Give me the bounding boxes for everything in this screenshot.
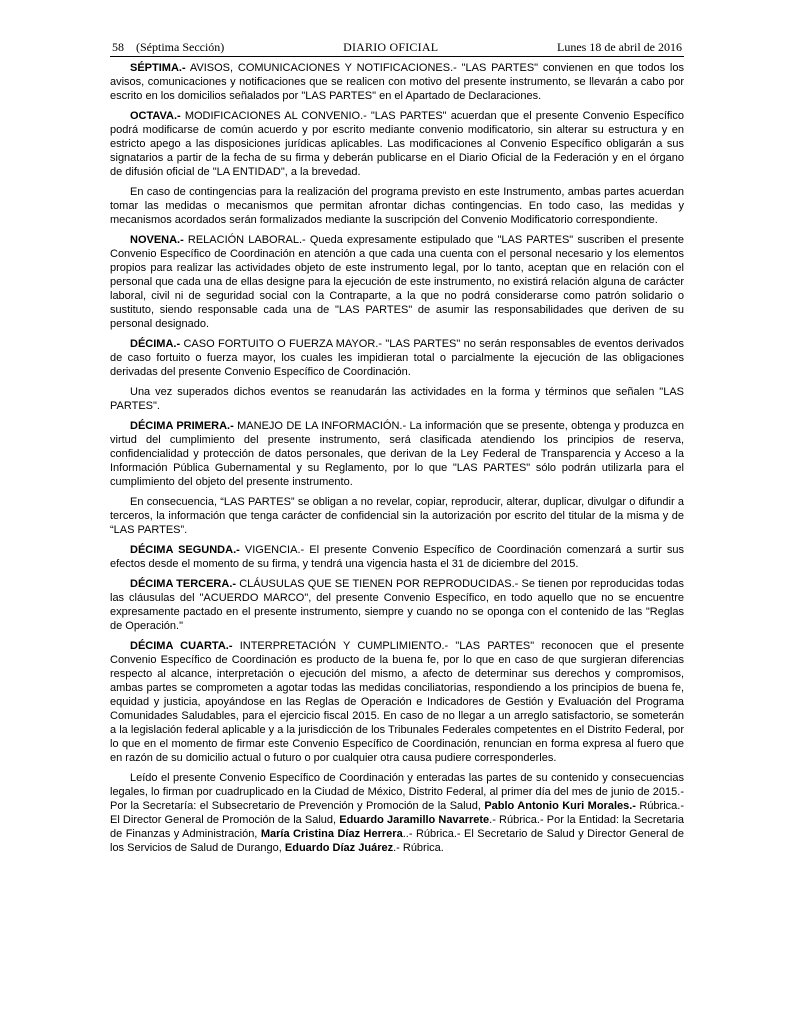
clause-paragraph [110,337,684,379]
clause-text: RELACIÓN LABORAL.- Queda expresamente estipulado que "LAS PARTES" suscriben el presente Convenio Específico de Coordinación en atención a que cada una cuenta con el personal necesario y los elementos propios para realizar las actividades objeto de este instrumento legal, por lo tanto, aceptan que en relación con el personal que cada una de ellas designe para la ejecución de este instrumento, no existirá relación alguna de carácter laboral, civil ni de seguridad social con la Contraparte, a la que no podrá considerarse como patrón solidario o sustituto, siendo responsable cada una de "LAS PARTES" de asumir las responsabilidades que deriven de su personal designado. [110,234,684,330]
section-label: (Séptima Sección) [136,40,225,54]
clause-text: En consecuencia, “LAS PARTES” se obligan a no revelar, copiar, reproducir, alterar, duplicar, divulgar o difundir a terceros, la información que tenga carácter de confidencial sin la autorización por escrito del titular de la misma y de “LAS PARTES”. [110,496,684,536]
clause-paragraph [110,639,684,765]
clause-paragraph [110,577,684,633]
clause-label: DÉCIMA CUARTA.- [130,640,233,652]
clause-paragraph [110,61,684,103]
clause-label: DÉCIMA.- [130,338,181,350]
clause-paragraph [110,233,684,331]
clause-label: NOVENA.- [130,234,184,246]
closing-text: .- Rúbrica. [393,842,444,854]
header-left [112,40,224,55]
clause-paragraph [110,185,684,227]
closing-text: .- Rúbrica.- Por la Entidad: la Secretaria de Finanzas y Administración, [110,814,685,840]
page-header [110,40,684,57]
clause-label: DÉCIMA TERCERA.- [130,578,237,590]
clause-text: AVISOS, COMUNICACIONES Y NOTIFICACIONES.- "LAS PARTES" convienen en que todos los avisos, comunicaciones y notificaciones que se realicen con motivo del presente instrumento, se llevarán a cabo por escrito en los domicilios señalados por "LAS PARTES" en el Apartado de Declaraciones. [110,62,684,102]
clause-label: DÉCIMA SEGUNDA.- [130,544,240,556]
clause-paragraph [110,543,684,571]
signatory-name: Eduardo Jaramillo Navarrete [339,814,490,826]
clause-label: OCTAVA.- [130,110,181,122]
clause-text: Una vez superados dichos eventos se reanudarán las actividades en la forma y términos que señalen "LAS PARTES". [110,386,684,412]
publication-date: Lunes 18 de abril de 2016 [557,40,682,54]
closing-text: Rúbrica.- El Director General de Promoción de la Salud, [110,800,684,826]
document-page [110,40,684,861]
clause-text: INTERPRETACIÓN Y CUMPLIMIENTO.- "LAS PARTES" reconocen que el presente Convenio Específico de Coordinación es producto de la buena fe, por lo que en caso de que surgieran diferencias respecto al alcance, interpretación o ejecución del mismo, a afecto de determinar sus derechos y compromisos, ambas partes se comprometen a agotar todas las medidas conciliatorias, respondiendo a los principios de buena fe, equidad y justicia, apoyándose en las Reglas de Operación e Indicadores de Gestión y Evaluación del Programa Comunidades Saludables, para el ejercicio fiscal 2015. En caso de no llegar a un arreglo satisfactorio, se someterán a la legislación federal aplicable y a la jurisdicción de los Tribunales Federales competentes en el Distrito Federal, por lo que en el momento de firmar este Convenio Específico de Coordinación, renuncian en forma expresa al fuero que en razón de su domicilio actual o futuro o por cualquier otra causa pudiere corresponderles. [110,640,684,764]
clause-paragraph [110,109,684,179]
signatory-name: Pablo Antonio Kuri Morales.- [484,800,636,812]
closing-text: Leído el presente Convenio Específico de Coordinación y enteradas las partes de su contenido y consecuencias legales, lo firman por cuadruplicado en la Ciudad de México, Distrito Federal, al primer día del mes de junio de 2015.- Por la Secretaría: el Subsecretario de Prevención y Promoción de la Salud, [110,772,684,812]
clause-text: MANEJO DE LA INFORMACIÓN.- La información que se presente, obtenga y produzca en virtud del cumplimiento del presente instrumento, será clasificada atendiendo los principios de reserva, confidencialidad y protección de datos personales, que derivan de la Ley Federal de Transparencia y Acceso a la Información Pública Gubernamental y su Reglamento, por lo que "LAS PARTES" sólo podrán utilizarla para el cumplimiento del objeto del presente instrumento. [110,420,684,488]
clause-text: VIGENCIA.- El presente Convenio Específico de Coordinación comenzará a surtir sus efectos desde el momento de su firma, y tendrá una vigencia hasta el 31 de diciembre del 2015. [110,544,684,570]
signatory-name: Eduardo Díaz Juárez [284,842,394,854]
clause-paragraph [110,419,684,489]
clause-text: En caso de contingencias para la realización del programa previsto en este Instrumento, ambas partes acuerdan tomar las medidas o mecanismos que permitan afrontar dichas contingencias. En todo caso, las medidas y mecanismos acordados serán formalizados mediante la suscripción del Convenio Modificatorio correspondiente. [110,186,684,226]
clause-paragraph [110,495,684,537]
clause-paragraph [110,385,684,413]
clause-text: CASO FORTUITO O FUERZA MAYOR.- "LAS PARTES" no serán responsables de eventos derivados de caso fortuito o fuerza mayor, los cuales les impidieran total o parcialmente la ejecución de las obligaciones derivadas del presente Convenio Específico de Coordinación. [110,338,684,378]
page-number: 58 [112,40,124,54]
closing-paragraph [110,771,684,855]
signatory-name: María Cristina Díaz Herrera [260,828,403,840]
clause-label: SÉPTIMA.- [130,62,186,74]
publication-title: DIARIO OFICIAL [343,40,439,54]
clause-label: DÉCIMA PRIMERA.- [130,420,234,432]
clause-text: MODIFICACIONES AL CONVENIO.- "LAS PARTES" acuerdan que el presente Convenio Específico podrá modificarse de común acuerdo y por escrito mediante convenio modificatorio, sin alterar su estructura y en estricto apego a las disposiciones jurídicas aplicables. Las modificaciones al Convenio Específico obligarán a sus signatarios a partir de la fecha de su firma y deberán publicarse en el Diario Oficial de la Federación y en el órgano de difusión oficial de "LA ENTIDAD", a la brevedad. [110,110,684,178]
closing-text: ..- Rúbrica.- El Secretario de Salud y Director General de los Servicios de Salud de Durango, [110,828,684,854]
document-body [110,61,684,855]
clause-text: CLÁUSULAS QUE SE TIENEN POR REPRODUCIDAS.- Se tienen por reproducidas todas las cláusulas del "ACUERDO MARCO", del presente Convenio Específico, en todo aquello que no se encuentre expresamente pactado en el presente instrumento, siempre y cuando no se oponga con el contenido de las "Reglas de Operación." [110,578,684,632]
